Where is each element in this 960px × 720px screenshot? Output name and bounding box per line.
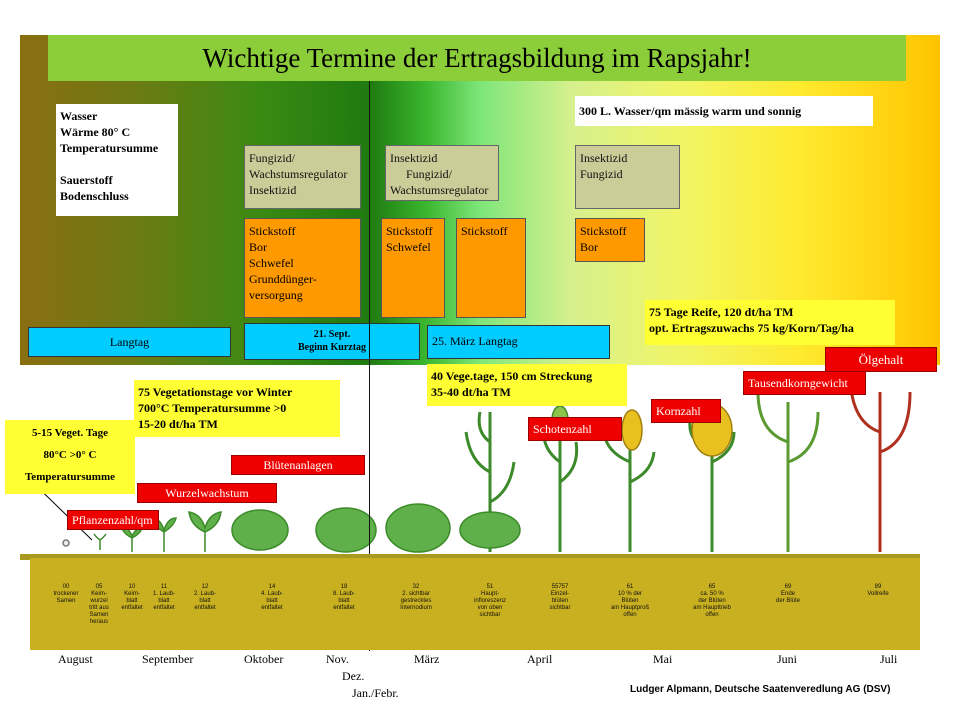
growth-stage-text: der Blüten [698, 598, 726, 604]
protection-line: Insektizid [390, 151, 438, 165]
growth-stage-label [144, 584, 184, 612]
nitrogen-box-late [575, 218, 645, 262]
nitrogen-line: Bor [249, 240, 267, 254]
growth-stage-text: 2. sichtbar [402, 591, 430, 597]
daylength-mid-line: 21. Sept. [313, 329, 351, 340]
germination-box [5, 420, 135, 494]
winter-line: 700°C Temperatursumme >0 [138, 401, 287, 415]
nitrogen-box-spring1 [381, 218, 445, 318]
growth-stage-text: 89 [874, 584, 882, 590]
rosette-plant-icon [386, 504, 450, 552]
growth-stage-text: entfaltet [153, 605, 175, 611]
growth-stage-label [185, 584, 225, 612]
growth-stage-text: Internodium [400, 605, 432, 611]
growth-stage-text: blatt [338, 598, 350, 604]
flower-icon [622, 410, 642, 450]
conditions-box [56, 104, 178, 216]
month-april: April [527, 652, 553, 666]
conditions-line: Wasser [60, 109, 98, 123]
winter-line: 75 Vegetationstage vor Winter [138, 385, 293, 399]
label-bluetenanlagen: Blütenanlagen [231, 455, 365, 475]
maturity-box [645, 300, 895, 345]
growth-stage-text: Keim- [124, 591, 140, 597]
growth-stage-text: tritt aus [89, 605, 109, 611]
protection-box-late [575, 145, 680, 209]
month-mai: Mai [653, 652, 673, 666]
nitrogen-line: Grunddünger- [249, 272, 317, 286]
label-pflanzenzahl: Pflanzenzahl/qm [67, 510, 159, 530]
growth-stage-text: sichtbar [549, 605, 571, 611]
spring-line: 40 Vege.tage, 150 cm Streckung [431, 369, 593, 383]
growth-stage-text: 05 [95, 584, 103, 590]
daylength-left: Langtag [28, 327, 231, 357]
protection-line: Insektizid [580, 151, 628, 165]
growth-stage-text: offen [705, 612, 719, 618]
ripe-plant-icon [850, 372, 910, 552]
rosette-plant-icon [316, 508, 376, 552]
growth-stage-text: 51 [486, 584, 494, 590]
page-title: Wichtige Termine der Ertragsbildung im Rapsjahr! [48, 35, 906, 81]
protection-line: Wachstumsregulator [390, 183, 489, 197]
protection-line: Insektizid [249, 183, 297, 197]
water-box: 300 L. Wasser/qm mässig warm und sonnig [575, 96, 873, 126]
growth-stage-text: 8. Laub- [332, 591, 356, 597]
conditions-line: Temperatursumme [60, 141, 159, 155]
growth-stage-text: der Blüte [775, 598, 800, 604]
conditions-line: Sauerstoff [60, 173, 113, 187]
label-oelgehalt: Ölgehalt [825, 347, 937, 372]
daylength-mid [244, 323, 420, 360]
growth-stage-text: blatt [158, 598, 170, 604]
growth-stage-text: Keim- [91, 591, 107, 597]
daylength-mid-line: Beginn Kurztag [297, 342, 367, 353]
month-juni: Juni [777, 652, 798, 666]
protection-box-spring [385, 145, 499, 201]
label-wurzelwachstum: Wurzelwachstum [137, 483, 277, 503]
nitrogen-box-spring2 [456, 218, 526, 318]
growth-stage-text: infloreszenz [473, 598, 506, 604]
growth-stage-text: 69 [784, 584, 792, 590]
growth-stage-text: 10 [128, 584, 136, 590]
month-oktober: Oktober [244, 652, 284, 666]
nitrogen-line: Stickstoff [461, 224, 508, 238]
germination-line: 5-15 Veget. Tage [31, 427, 109, 439]
growth-stage-text: 65 [708, 584, 716, 590]
growth-stage-label [396, 584, 436, 612]
growth-stage-text: entfaltet [121, 605, 143, 611]
growth-stage-text: blatt [199, 598, 211, 604]
growth-stage-text: Vollreife [867, 591, 889, 597]
month-juli: Juli [880, 652, 898, 666]
label-schotenzahl: Schotenzahl [528, 417, 622, 441]
month-september: September [142, 652, 194, 666]
growth-stage-text: 4. Laub- [260, 591, 284, 597]
label-tausendkorngewicht: Tausendkorngewicht [743, 371, 866, 395]
bud-plant-icon [543, 422, 576, 552]
month-dez: Dez. [342, 669, 365, 683]
growth-stage-text: ca. 50 % [700, 591, 724, 597]
rosette-plant-icon [232, 510, 288, 550]
winter-line: 15-20 dt/ha TM [138, 417, 218, 431]
cotyledon-plant-icon [122, 528, 142, 552]
growth-stage-text: 2. Laub- [193, 591, 217, 597]
bolting-plant-base-icon [460, 512, 520, 548]
growth-stage-label [324, 584, 364, 612]
germination-line: Temperatursumme [24, 471, 116, 483]
protection-line: Fungizid/ [249, 151, 296, 165]
growth-stage-label [610, 584, 650, 619]
growth-stage-text: von oben [477, 605, 503, 611]
conditions-line: Bodenschluss [60, 189, 129, 203]
nitrogen-line: Stickstoff [249, 224, 296, 238]
spring-box [427, 364, 627, 406]
growth-stage-text: gestrecktes [400, 598, 432, 604]
growth-stage-text: Samen [56, 598, 76, 604]
growth-stage-text: wurzel [90, 598, 108, 604]
growth-stage-label [692, 584, 732, 619]
growth-stage-text: 12 [201, 584, 209, 590]
germination-line: 80°C >0° C [43, 449, 97, 461]
protection-line: Fungizid/ [406, 167, 453, 181]
growth-stage-text: offen [623, 612, 637, 618]
growth-stage-text: 55757 [551, 584, 569, 590]
growth-stage-text: am Haupttrieb [693, 605, 731, 611]
nitrogen-box-autumn [244, 218, 361, 318]
leaf-plant-icon [189, 512, 221, 552]
winter-box [134, 380, 340, 437]
growth-stage-text: blatt [266, 598, 278, 604]
protection-line: Wachstumsregulator [249, 167, 348, 181]
growth-stage-text: blüten [551, 598, 569, 604]
growth-stage-text: Samen [89, 612, 109, 618]
protection-box-autumn [244, 145, 361, 209]
growth-stage-label [768, 584, 808, 605]
growth-stage-label [252, 584, 292, 612]
growth-stage-text: 18 [340, 584, 348, 590]
growth-stage-text: 14 [268, 584, 276, 590]
growth-stage-text: Einzel- [550, 591, 570, 597]
growth-stage-text: 1. Laub- [152, 591, 176, 597]
credit-line: Ludger Alpmann, Deutsche Saatenveredlung AG (DSV) [630, 684, 891, 695]
protection-line: Fungizid [580, 167, 623, 181]
month-maerz: März [414, 652, 440, 666]
conditions-line: Wärme 80° C [60, 125, 131, 139]
growth-stage-text: 61 [626, 584, 634, 590]
nitrogen-line: Bor [580, 240, 598, 254]
month-nov: Nov. [326, 652, 349, 666]
growth-stage-text: entfaltet [333, 605, 355, 611]
seed-icon [63, 540, 69, 546]
conditions-line [60, 156, 174, 172]
seedling-icon [94, 534, 106, 550]
growth-stage-label [470, 584, 510, 619]
growth-stage-text: heraus [89, 619, 109, 625]
nitrogen-line: Stickstoff [386, 224, 433, 238]
growth-stage-text: Ende [780, 591, 795, 597]
label-kornzahl: Kornzahl [651, 399, 721, 423]
nitrogen-line: versorgung [249, 288, 303, 302]
growth-stage-label [858, 584, 898, 598]
growth-stage-label [540, 584, 580, 612]
growth-stage-text: am Hauptproß [610, 605, 650, 611]
growth-stage-text: 00 [62, 584, 70, 590]
maturity-line: 75 Tage Reife, 120 dt/ha TM [649, 305, 794, 319]
growth-stage-text: 32 [412, 584, 420, 590]
spring-line: 35-40 dt/ha TM [431, 385, 511, 399]
growth-stage-text: 10 % der Blüten [617, 591, 642, 604]
growth-stage-text: 11 [160, 584, 168, 590]
growth-stage-text: entfaltet [261, 605, 283, 611]
maturity-line: opt. Ertragszuwachs 75 kg/Korn/Tag/ha [649, 321, 854, 335]
growth-stage-text: Haupt- [480, 591, 499, 597]
nitrogen-line: Schwefel [249, 256, 294, 270]
month-august: August [58, 652, 93, 666]
daylength-right: 25. März Langtag [427, 325, 610, 359]
growth-stage-text: trockener [53, 591, 79, 597]
growth-stage-text: entfaltet [194, 605, 216, 611]
month-jan-febr: Jan./Febr. [352, 686, 399, 700]
podding-plant-icon [758, 392, 818, 552]
growth-stage-text: sichtbar [479, 612, 501, 618]
growth-stage-text: blatt [126, 598, 138, 604]
nitrogen-line: Stickstoff [580, 224, 627, 238]
nitrogen-line: Schwefel [386, 240, 431, 254]
